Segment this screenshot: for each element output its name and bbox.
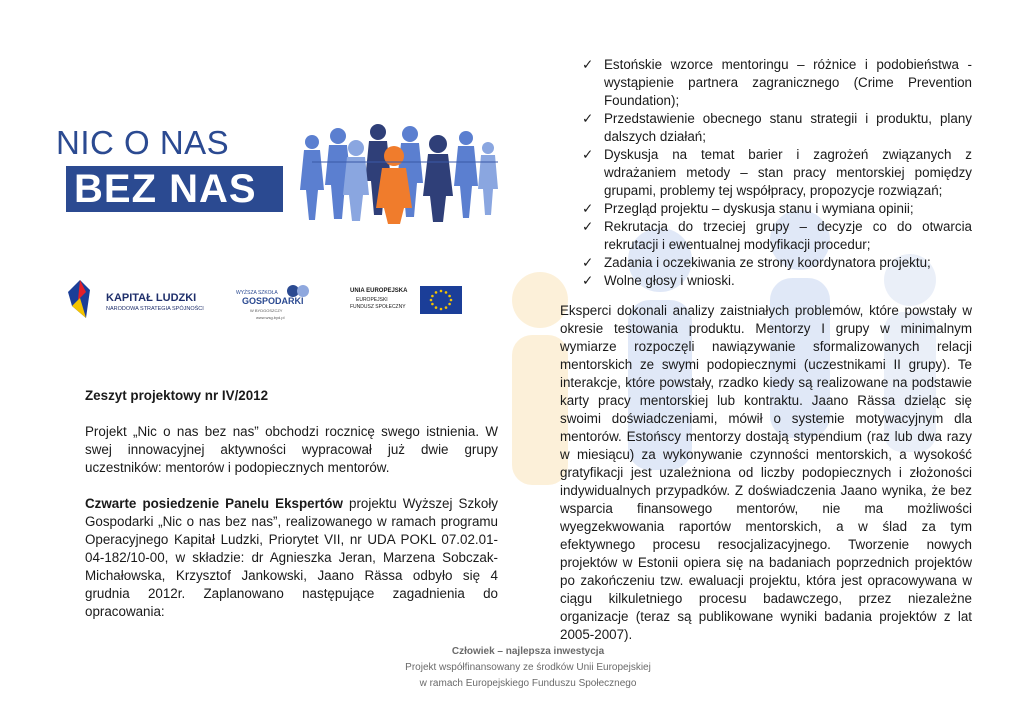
- kapital-ludzki-subtitle: NARODOWA STRATEGIA SPÓJNOŚCI: [106, 306, 204, 312]
- intro-paragraph: Projekt „Nic o nas bez nas” obchodzi rocznicę swego istnienia. W swej innowacyjnej aktywności wypracował już dwie grupy uczestników: mentorów i podopiecznych mentorów.: [85, 424, 498, 475]
- issue-title: Zeszyt projektowy nr IV/2012: [85, 388, 269, 403]
- wsg-line2: GOSPODARKI: [242, 296, 304, 306]
- experts-paragraph: Eksperci dokonali analizy zaistniałych problemów, które powstały w okresie testowania produktu. Mentorzy I grupy w minimalnym wymiarze rozpoczęli nawiązywanie sformalizowanych relacji mentorskich ze swymi podopiecznymi (uczestnikami II grupy). Te interakcje, które powstały, rzadko kiedy są realizowane na podstawie karty pracy mentorskiej lub kontraktu. Jaano Rässa dzieląc się swoimi doświadczeniami, mówił o systemie motywacyjnym dla mentorów. Estońscy mentorzy dostają stypendium (raz lub dwa razy w miesiącu) za wykonywanie czynności mentorskich, a wysokość gratyfikacji jest uzależniona od liczby podopiecznych i złożoności indywidualnych przypadków. Z doświadczenia Jaano wynika, że bez wsparcia finansowego mentorów, nie ma możliwości wyegzekwowania raportów mentorskich, a w ślad za tym efektywnego procesu resocjalizacyjnego. Tworzenie nowych projektów w Estonii opiera się na badaniach poprzednich projektów po zakończeniu tzw. ewaluacji projektu, która jest opracowywana w ciągu kilkuletniego procesu badawczego, przez niezależne organizacje (teraz są publikowane wyniki badania projektów z lat 2005-2007).: [560, 303, 972, 642]
- eu-line2: EUROPEJSKI: [356, 297, 388, 303]
- agenda-item-text: Rekrutacja do trzeciej grupy – decyzje co do otwarcia rekrutacji i ewentualnej modyfikacji procedur;: [604, 219, 972, 252]
- list-item: [560, 218, 972, 254]
- kapital-ludzki-star-icon: [66, 278, 94, 320]
- checkmark-icon: ✓: [582, 273, 594, 288]
- right-column: [560, 56, 972, 644]
- footer-line3: w ramach Europejskiego Funduszu Społecznego: [419, 678, 637, 689]
- eu-logo: [350, 286, 460, 318]
- eu-line3: FUNDUSZ SPOŁECZNY: [350, 304, 406, 310]
- funder-logos: [66, 278, 466, 324]
- agenda-list: [560, 56, 972, 290]
- list-item: [560, 200, 972, 218]
- page-footer: [0, 644, 1024, 692]
- list-item: [560, 254, 972, 272]
- list-item: [560, 272, 972, 290]
- agenda-item-text: Dyskusja na temat barier i zagrożeń związanych z wdrażaniem metody – stan pracy mentorskiej pomiędzy grupami, problemy tej współpracy, propozycje rozwiązań;: [604, 147, 972, 198]
- wsg-url: www.wsg.byd.pl: [256, 315, 285, 320]
- logo-title-line1: NIC O NAS: [56, 124, 230, 161]
- list-item: [560, 146, 972, 200]
- agenda-item-text: Przedstawienie obecnego stanu strategii i produktu, plany dalszych działań;: [604, 111, 972, 144]
- meeting-text: projektu Wyższej Szkoły Gospodarki „Nic o nas bez nas”, realizowanego w ramach programu Operacyjnego Kapitał Ludzki, Priorytet VII, nr UDA POKL 07.02.01-04-182/10-00, w składzie: dr Agnieszka Jeran, Marzena Sobczak-Michałowska, Krzysztof Jankowski, Jaano Rässa odbyło się 4 grudnia 2012r. Zaplanowano następujące zagadnienia do opracowania:: [85, 496, 498, 619]
- checkmark-icon: ✓: [582, 57, 594, 72]
- checkmark-icon: ✓: [582, 201, 594, 216]
- paper-chain-people-icon: [298, 122, 498, 224]
- wsg-line1: WYŻSZA SZKOŁA: [236, 290, 278, 296]
- agenda-item-text: Wolne głosy i wnioski.: [604, 273, 735, 288]
- wsg-logo: [236, 284, 316, 320]
- agenda-item-text: Zadania i oczekiwania ze strony koordynatora projektu;: [604, 255, 931, 270]
- eu-flag-icon: [420, 286, 462, 314]
- list-item: [560, 56, 972, 110]
- logo-title-line2: BEZ NAS: [74, 167, 257, 211]
- footer-line2: Projekt współfinansowany ze środków Unii Europejskiej: [405, 662, 651, 673]
- agenda-item-text: Przegląd projektu – dyskusja stanu i wymiana opinii;: [604, 201, 914, 216]
- checkmark-icon: ✓: [582, 111, 594, 126]
- checkmark-icon: ✓: [582, 255, 594, 270]
- kapital-ludzki-title: KAPITAŁ LUDZKI: [106, 292, 197, 304]
- agenda-item-text: Estońskie wzorce mentoringu – różnice i podobieństwa - wystąpienie partnera zagranicznego (Crime Prevention Foundation);: [604, 57, 972, 108]
- meeting-heading: Czwarte posiedzenie Panelu Ekspertów: [85, 496, 343, 511]
- project-logo: [56, 122, 498, 224]
- left-column: [85, 387, 498, 639]
- wsg-line3: W BYDGOSZCZY: [250, 308, 283, 313]
- checkmark-icon: ✓: [582, 147, 594, 162]
- eu-line1: UNIA EUROPEJSKA: [350, 288, 408, 294]
- list-item: [560, 110, 972, 146]
- footer-line1: Człowiek – najlepsza inwestycja: [451, 646, 605, 657]
- checkmark-icon: ✓: [582, 219, 594, 234]
- meeting-paragraph: [85, 495, 498, 621]
